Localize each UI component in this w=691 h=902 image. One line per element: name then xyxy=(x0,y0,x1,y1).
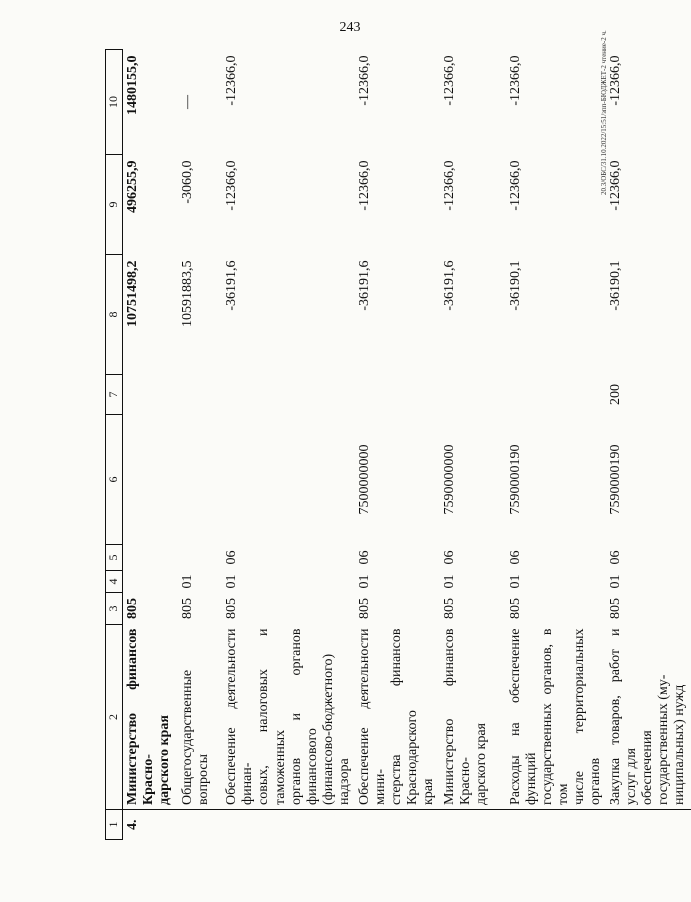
target-code xyxy=(222,415,355,545)
row-label: Общегосударственные вопросы xyxy=(178,625,222,810)
expense-type xyxy=(506,375,607,415)
amount-col10: -12366,0 xyxy=(357,55,373,106)
row-number xyxy=(606,810,690,840)
ministry-code: 805 xyxy=(441,598,457,619)
subsection-code: 06 xyxy=(507,550,523,565)
expense-type xyxy=(178,375,222,415)
target-code xyxy=(122,415,178,545)
column-header: 4 xyxy=(106,571,123,593)
expense-type xyxy=(440,375,506,415)
row-number xyxy=(178,810,222,840)
page-number: 243 xyxy=(339,20,361,35)
ministry-code: 805 xyxy=(357,598,373,619)
amount-col10: -12366,0 xyxy=(608,55,624,106)
section-code: 01 xyxy=(357,574,373,589)
column-header: 10 xyxy=(106,50,123,155)
amount-col9: 496255,9 xyxy=(124,160,140,213)
table-row xyxy=(440,50,506,840)
row-number xyxy=(506,810,607,840)
subsection-code xyxy=(178,545,222,571)
row-label: Расходы на обеспечение функций государственных органов, в том числе территориальных органов xyxy=(506,625,607,810)
row-number xyxy=(222,810,355,840)
amount-col10: -12366,0 xyxy=(441,55,457,106)
ministry-code: 805 xyxy=(224,598,240,619)
column-header: 7 xyxy=(106,375,123,415)
target-code xyxy=(178,415,222,545)
section-code: 01 xyxy=(608,574,624,589)
target-code: 7590000190 xyxy=(608,444,624,515)
table-row xyxy=(178,50,222,840)
column-header: 6 xyxy=(106,415,123,545)
table-row xyxy=(506,50,607,840)
section-code xyxy=(122,571,178,593)
ministry-code: 805 xyxy=(180,598,196,619)
table-row xyxy=(355,50,439,840)
row-label: Министерство финансов Красно- дарского края xyxy=(122,625,178,810)
section-code: 01 xyxy=(224,574,240,589)
amount-col9: -12366,0 xyxy=(224,160,240,211)
ministry-code: 805 xyxy=(507,598,523,619)
table-row xyxy=(606,50,690,840)
column-header: 3 xyxy=(106,593,123,625)
section-code: 01 xyxy=(507,574,523,589)
subsection-code: 06 xyxy=(608,550,624,565)
subsection-code: 06 xyxy=(441,550,457,565)
table-row xyxy=(222,50,355,840)
ministry-code: 805 xyxy=(124,598,140,619)
amount-col8: -36191,6 xyxy=(441,260,457,311)
amount-col8: -36191,6 xyxy=(224,260,240,311)
amount-col9: -3060,0 xyxy=(180,160,196,204)
amount-col10: -12366,0 xyxy=(507,55,523,106)
expense-type xyxy=(122,375,178,415)
amount-col10: -12366,0 xyxy=(224,55,240,106)
amount-col8: -36190,1 xyxy=(608,260,624,311)
table-row xyxy=(122,50,178,840)
column-number-row xyxy=(106,50,123,840)
subsection-code: 06 xyxy=(357,550,373,565)
column-header: 8 xyxy=(106,255,123,375)
expense-type xyxy=(355,375,439,415)
amount-col9: -12366,0 xyxy=(608,160,624,211)
amount-col10: 1480155,0 xyxy=(124,55,140,115)
document-stamp: 20.3/ОБС/31.10.2022/15:51/зпп-БЮДЖЕТ-2 чтение-2 ч. xyxy=(600,30,608,195)
amount-col8: -36191,6 xyxy=(357,260,373,311)
subsection-code xyxy=(122,545,178,571)
amount-col9: -12366,0 xyxy=(507,160,523,211)
target-code: 7590000000 xyxy=(441,444,457,515)
expense-type: 200 xyxy=(608,384,624,405)
amount-col9: -12366,0 xyxy=(441,160,457,211)
section-code: 01 xyxy=(180,574,196,589)
target-code: 7500000000 xyxy=(357,444,373,515)
section-code: 01 xyxy=(441,574,457,589)
row-number xyxy=(355,810,439,840)
column-header: 9 xyxy=(106,155,123,255)
row-number xyxy=(440,810,506,840)
budget-table xyxy=(105,49,691,840)
row-number: 4. xyxy=(124,819,140,830)
column-header: 5 xyxy=(106,545,123,571)
target-code: 7590000190 xyxy=(507,444,523,515)
row-label: Закупка товаров, работ и услуг для обеспечения государственных (му- ниципальных) нужд xyxy=(606,625,690,810)
row-label: Министерство финансов Красно- дарского края xyxy=(440,625,506,810)
amount-col8: -36190,1 xyxy=(507,260,523,311)
amount-col8: 10751498,2 xyxy=(124,260,140,327)
row-label: Обеспечение деятельности мини- стерства финансов Краснодарского края xyxy=(355,625,439,810)
row-label: Обеспечение деятельности финан- совых, налоговых и таможенных органов и органов финансового (финансово-бюджетного) надзора xyxy=(222,625,355,810)
subsection-code: 06 xyxy=(224,550,240,565)
amount-col8: 10591883,5 xyxy=(180,260,196,327)
expense-type xyxy=(222,375,355,415)
amount-col10: — xyxy=(180,95,196,109)
amount-col9: -12366,0 xyxy=(357,160,373,211)
ministry-code: 805 xyxy=(608,598,624,619)
column-header: 1 xyxy=(106,810,123,840)
column-header: 2 xyxy=(106,625,123,810)
